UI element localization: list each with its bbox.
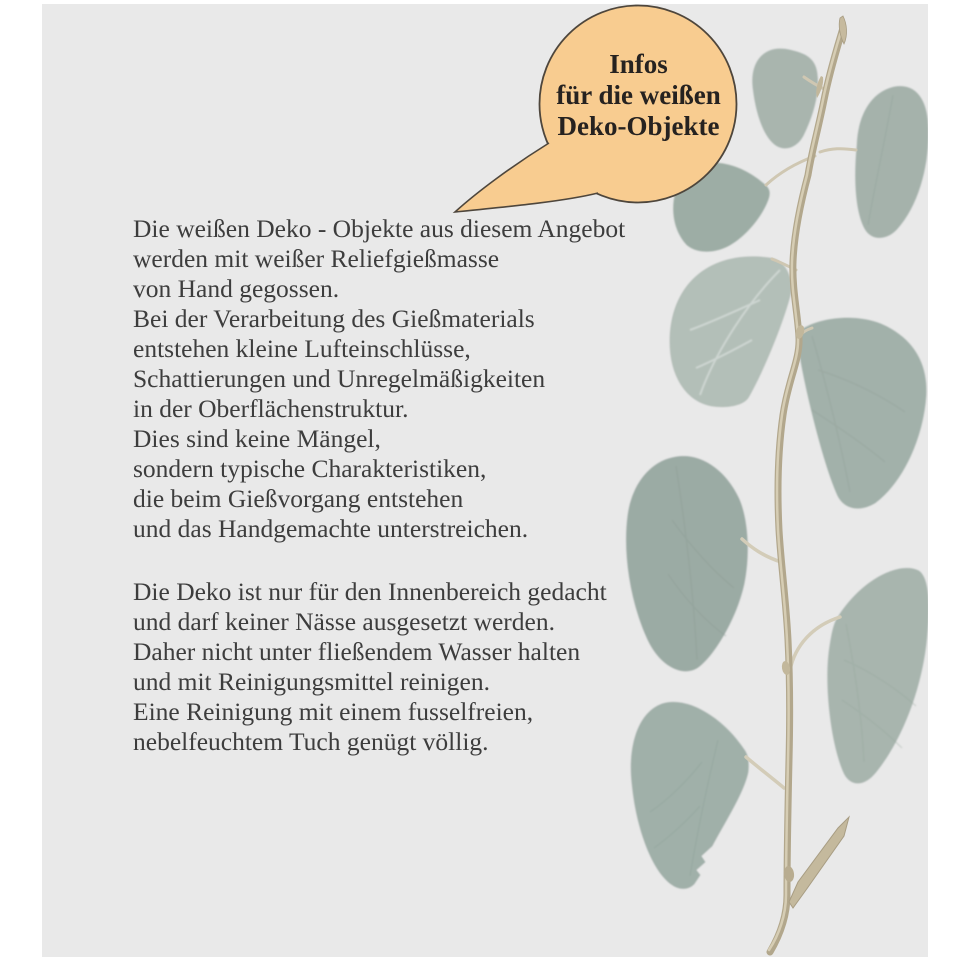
info-paragraph-production — [133, 214, 625, 544]
bubble-line: für die weißen — [556, 80, 721, 110]
bubble-line: Infos — [609, 49, 668, 79]
text-line: in der Oberflächenstruktur. — [133, 394, 409, 423]
side-twig — [789, 817, 849, 908]
text-line: Die weißen Deko - Objekte aus diesem Angebot — [133, 214, 626, 243]
birch-leaf — [856, 86, 928, 237]
birch-leaf — [753, 49, 818, 148]
text-line: Dies sind keine Mängel, — [133, 424, 381, 453]
text-line: nebelfeuchtem Tuch genügt völlig. — [133, 727, 489, 756]
text-line: Eine Reinigung mit einem fusselfreien, — [133, 697, 534, 726]
info-paragraph-care — [133, 577, 607, 757]
text-line: und darf keiner Nässe ausgesetzt werden. — [133, 607, 555, 636]
text-line: Daher nicht unter fließendem Wasser halten — [133, 637, 581, 666]
birch-leaf — [828, 568, 928, 783]
birch-leaf — [626, 456, 747, 671]
leaf-petiole — [820, 149, 856, 152]
stem-line — [770, 28, 843, 952]
bubble-line: Deko-Objekte — [557, 111, 720, 141]
text-line: die beim Gießvorgang entstehen — [133, 484, 464, 513]
birch-leaf — [631, 702, 748, 888]
text-line: Schattierungen und Unregelmäßigkeiten — [133, 364, 546, 393]
speech-bubble-text — [537, 49, 740, 142]
leaf-petiole — [746, 757, 784, 788]
text-line: Die Deko ist nur für den Innenbereich gedacht — [133, 577, 607, 606]
text-line: entstehen kleine Lufteinschlüsse, — [133, 334, 471, 363]
text-line: Bei der Verarbeitung des Gießmaterials — [133, 304, 535, 333]
text-line: werden mit weißer Reliefgießmasse — [133, 244, 500, 273]
text-line: sondern typische Charakteristiken, — [133, 454, 487, 483]
text-line: und das Handgemachte unterstreichen. — [133, 514, 529, 543]
text-line: von Hand gegossen. — [133, 274, 340, 303]
text-line: und mit Reinigungsmittel reinigen. — [133, 667, 490, 696]
